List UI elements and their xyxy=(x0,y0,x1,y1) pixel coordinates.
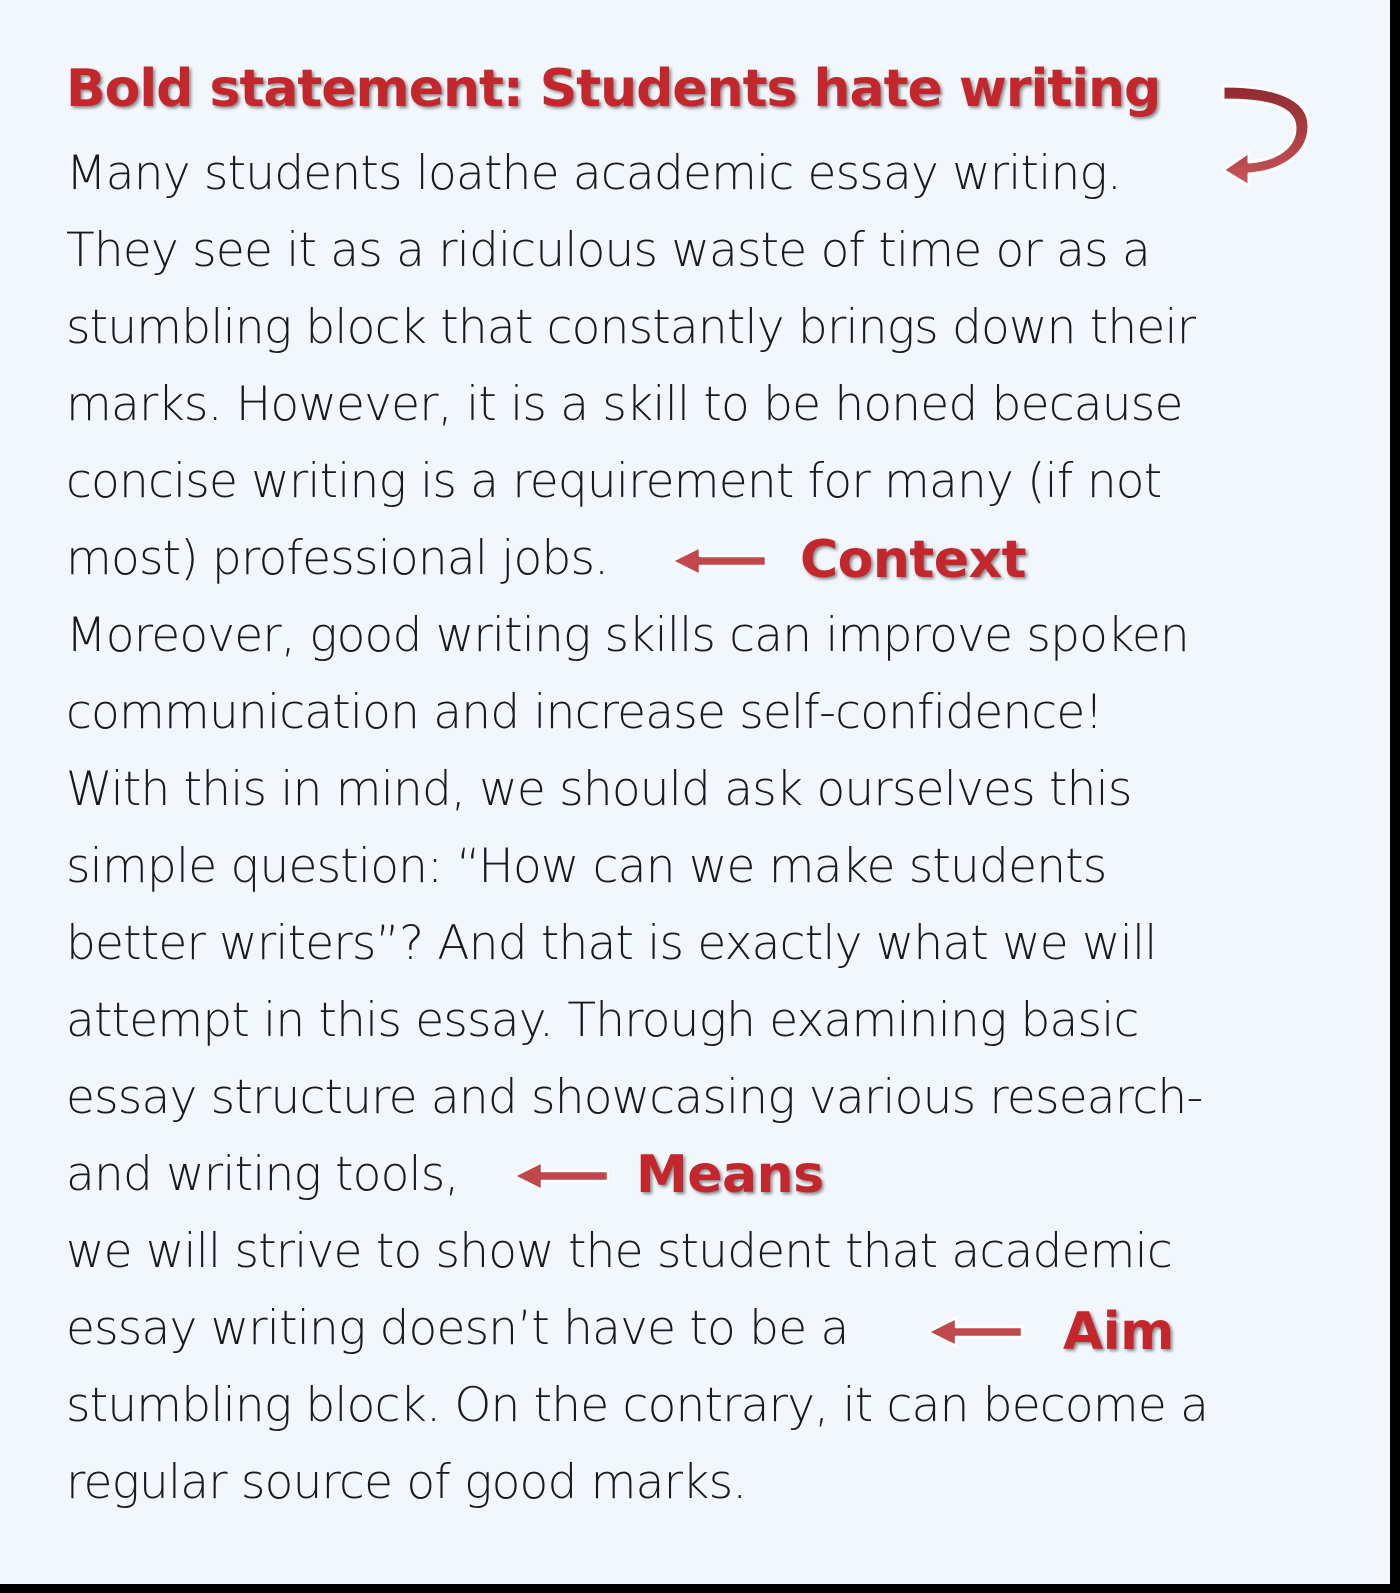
paragraph-line: They see it as a ridiculous waste of time or as a xyxy=(66,223,1150,278)
paragraph-line: regular source of good marks. xyxy=(66,1455,747,1510)
paragraph-line: attempt in this essay. Through examining basic xyxy=(66,993,1139,1048)
context-annotation: Context xyxy=(800,530,1026,590)
paragraph-line: concise writing is a requirement for many (if not xyxy=(66,454,1162,509)
paragraph-line: stumbling block. On the contrary, it can become a xyxy=(66,1378,1209,1433)
means-annotation: Means xyxy=(636,1145,824,1205)
curved-arrow-icon xyxy=(1215,82,1315,192)
left-arrow-icon xyxy=(670,544,770,578)
paragraph-line: essay writing doesn’t have to be a xyxy=(66,1301,849,1356)
paragraph-line: most) professional jobs. xyxy=(66,531,609,586)
left-arrow-icon xyxy=(926,1315,1026,1349)
right-border xyxy=(1390,0,1400,1593)
paragraph-line: stumbling block that constantly brings down their xyxy=(66,300,1196,355)
aim-annotation: Aim xyxy=(1063,1302,1174,1362)
paragraph-line: With this in mind, we should ask ourselves this xyxy=(66,762,1132,817)
bold-statement-heading: Bold statement: Students hate writing xyxy=(66,59,1161,119)
paragraph-line: simple question: “How can we make students xyxy=(66,839,1107,894)
paragraph-line: essay structure and showcasing various research- xyxy=(66,1070,1203,1125)
paragraph-line: communication and increase self-confidence! xyxy=(66,685,1103,740)
left-arrow-icon xyxy=(512,1159,612,1193)
paragraph-line: we will strive to show the student that academic xyxy=(66,1224,1172,1279)
paragraph-line: marks. However, it is a skill to be honed because xyxy=(66,377,1183,432)
paragraph-line: Moreover, good writing skills can improve spoken xyxy=(66,608,1189,663)
paragraph-line: Many students loathe academic essay writing. xyxy=(66,146,1121,201)
paragraph-line: and writing tools, xyxy=(66,1147,459,1202)
paragraph-line: better writers”? And that is exactly what we will xyxy=(66,916,1157,971)
